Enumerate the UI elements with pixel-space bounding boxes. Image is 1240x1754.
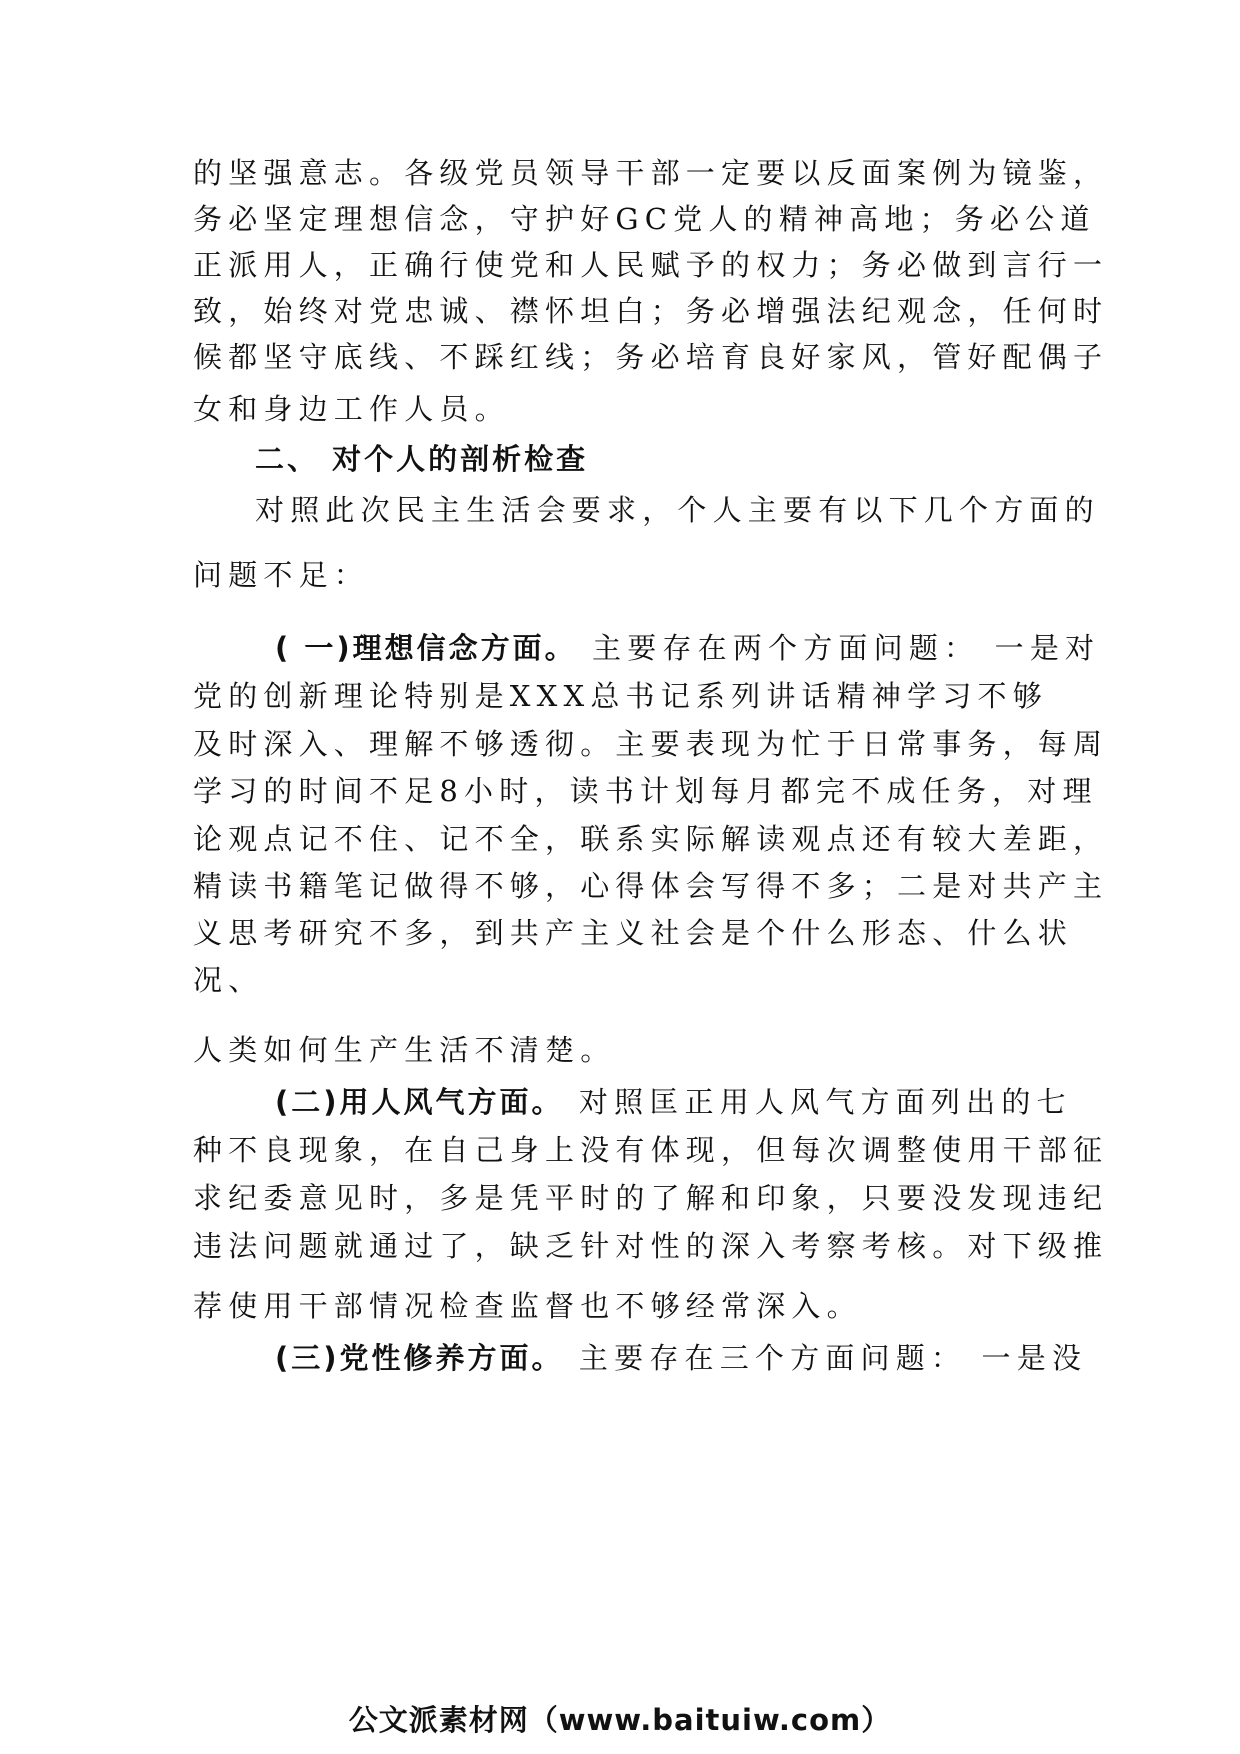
body-line: 精读书籍笔记做得不够，心得体会写得不多；二是对共产主 [193, 869, 1109, 903]
body-line: 学习的时间不足8小时，读书计划每月都完不成任务，对理 [193, 774, 1098, 808]
body-line: 人类如何生产生活不清楚。 [193, 1033, 616, 1067]
body-line: 候都坚守底线、不踩红线；务必培育良好家风，管好配偶子 [193, 340, 1109, 374]
body-line: 论观点记不住、记不全，联系实际解读观点还有较大差距， [193, 822, 1109, 856]
item-first-line [275, 1338, 1087, 1378]
body-line: 况、 [193, 963, 264, 997]
intro-line: 对照此次民主生活会要求，个人主要有以下几个方面的 [255, 493, 1100, 527]
intro-line: 问题不足： [193, 558, 370, 592]
section-heading: 二、 对个人的剖析检查 [255, 442, 589, 476]
item-first-line [275, 628, 1100, 668]
item-text: 主要存在两个方面问题： 一是对 [576, 631, 1101, 665]
item-heading: (二)用人风气方面。 [275, 1085, 564, 1119]
body-line: 党的创新理论特别是XXX总书记系列讲话精神学习不够 [193, 679, 1048, 713]
body-line: 务必坚定理想信念，守护好GC党人的精神高地；务必公道 [193, 202, 1096, 236]
body-line: 求纪委意见时，多是凭平时的了解和印象，只要没发现违纪 [193, 1181, 1109, 1215]
body-line: 义思考研究不多，到共产主义社会是个什么形态、什么状 [193, 916, 1074, 950]
item-text: 主要存在三个方面问题： 一是没 [563, 1341, 1088, 1375]
body-line: 的坚强意志。各级党员领导干部一定要以反面案例为镜鉴， [193, 156, 1109, 190]
item-first-line [275, 1082, 1072, 1122]
body-line: 违法问题就通过了，缺乏针对性的深入考察考核。对下级推 [193, 1229, 1109, 1263]
body-line: 种不良现象，在自己身上没有体现，但每次调整使用干部征 [193, 1133, 1109, 1167]
item-heading: (三)党性修养方面。 [275, 1341, 564, 1375]
body-line: 及时深入、理解不够透彻。主要表现为忙于日常事务，每周 [193, 727, 1109, 761]
body-line: 女和身边工作人员。 [193, 392, 510, 426]
item-heading: ( 一)理想信念方面。 [275, 631, 577, 665]
body-line: 荐使用干部情况检查监督也不够经常深入。 [193, 1289, 862, 1323]
item-text: 对照匡正用人风气方面列出的七 [563, 1085, 1072, 1119]
body-line: 正派用人，正确行使党和人民赋予的权力；务必做到言行一 [193, 248, 1109, 282]
footer-source: 公文派素材网（www.baituiw.com） [348, 1703, 892, 1737]
body-line: 致，始终对党忠诚、襟怀坦白；务必增强法纪观念，任何时 [193, 294, 1109, 328]
